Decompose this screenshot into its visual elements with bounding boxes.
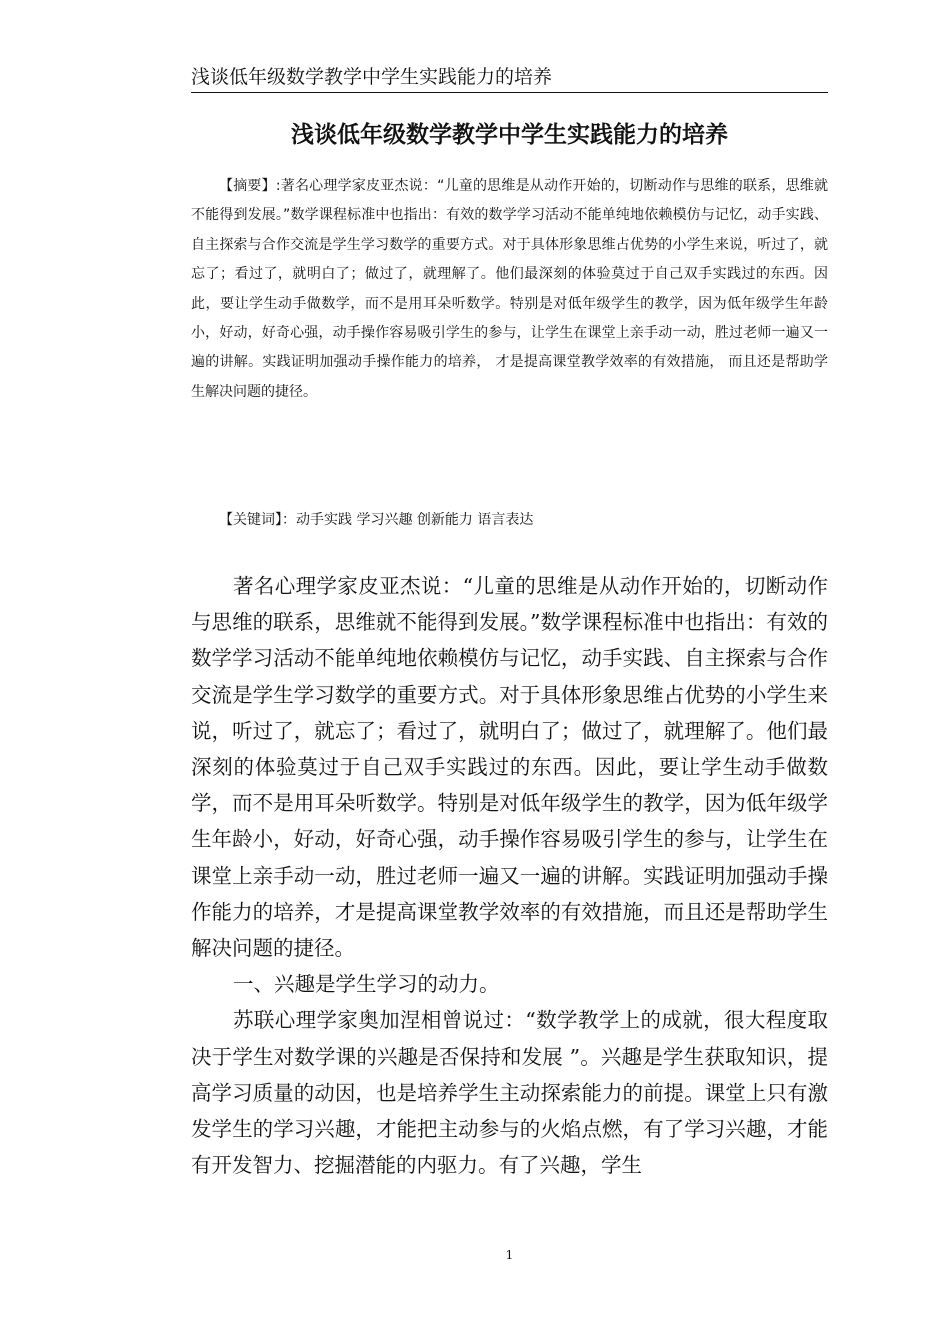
body-paragraph-intro: 著名心理学家皮亚杰说：“儿童的思维是从动作开始的，切断动作与思维的联系，思维就不能得到发展。”数学课程标准中也指出：有效的数学学习活动不能单纯地依赖模仿与记忆，动手实践、自主探索与合作交流是学生学习数学的重要方式。对于具体形象思维占优势的小学生来说，听过了，就忘了；看过了，就明白了；做过了，就理解了。他们最深刻的体验莫过于自己双手实践过的东西。因此，要让学生动手做数学，而不是用耳朵听数学。特别是对低年级学生的教学，因为低年级学生年龄小，好动，好奇心强，动手操作容易吸引学生的参与，让学生在课堂上亲手动一动，胜过老师一遍又一遍的讲解。实践证明加强动手操作能力的培养，才是提高课堂教学效率的有效措施，而且还是帮助学生解决问题的捷径。 [191, 574, 828, 961]
page-number: 1 [505, 1248, 514, 1262]
keywords: 【关键词】：动手实践 学习兴趣 创新能力 语言表达 [219, 512, 534, 528]
body-paragraph-interest: 苏联心理学家奥加涅相曾说过：“数学教学上的成就，很大程度取决于学生对数学课的兴趣是否保持和发展 ”。兴趣是学生获取知识，提高学习质量的动因，也是培养学生主动探索能力的前提。课堂上只有激发学生的学习兴趣，才能把主动参与的火焰点燃，有了学习兴趣，才能有开发智力、挖掘潜能的内驱力。有了兴趣，学生 [191, 1008, 828, 1178]
section-heading-1: 一、兴趣是学生学习的动力。 [233, 972, 500, 997]
document-title: 浅谈低年级数学教学中学生实践能力的培养 [291, 122, 728, 148]
body-text [191, 568, 828, 1183]
abstract: 【摘要】:著名心理学家皮亚杰说：“儿童的思维是从动作开始的，切断动作与思维的联系，思维就不能得到发展。”数学课程标准中也指出：有效的数学学习活动不能单纯地依赖模仿与记忆，动手实践、自主探索与合作交流是学生学习数学的重要方式。对于具体形象思维占优势的小学生来说，听过了，就忘了；看过了，就明白了；做过了，就理解了。他们最深刻的体验莫过于自己双手实践过的东西。因此，要让学生动手做数学，而不是用耳朵听数学。特别是对低年级学生的教学，因为低年级学生年龄小，好动，好奇心强，动手操作容易吸引学生的参与，让学生在课堂上亲手动一动，胜过老师一遍又一遍的讲解。实践证明加强动手操作能力的培养， 才是提高课堂教学效率的有效措施， 而且还是帮助学生解决问题的捷径。 [191, 178, 828, 400]
running-header: 浅谈低年级数学教学中学生实践能力的培养 [191, 64, 828, 93]
